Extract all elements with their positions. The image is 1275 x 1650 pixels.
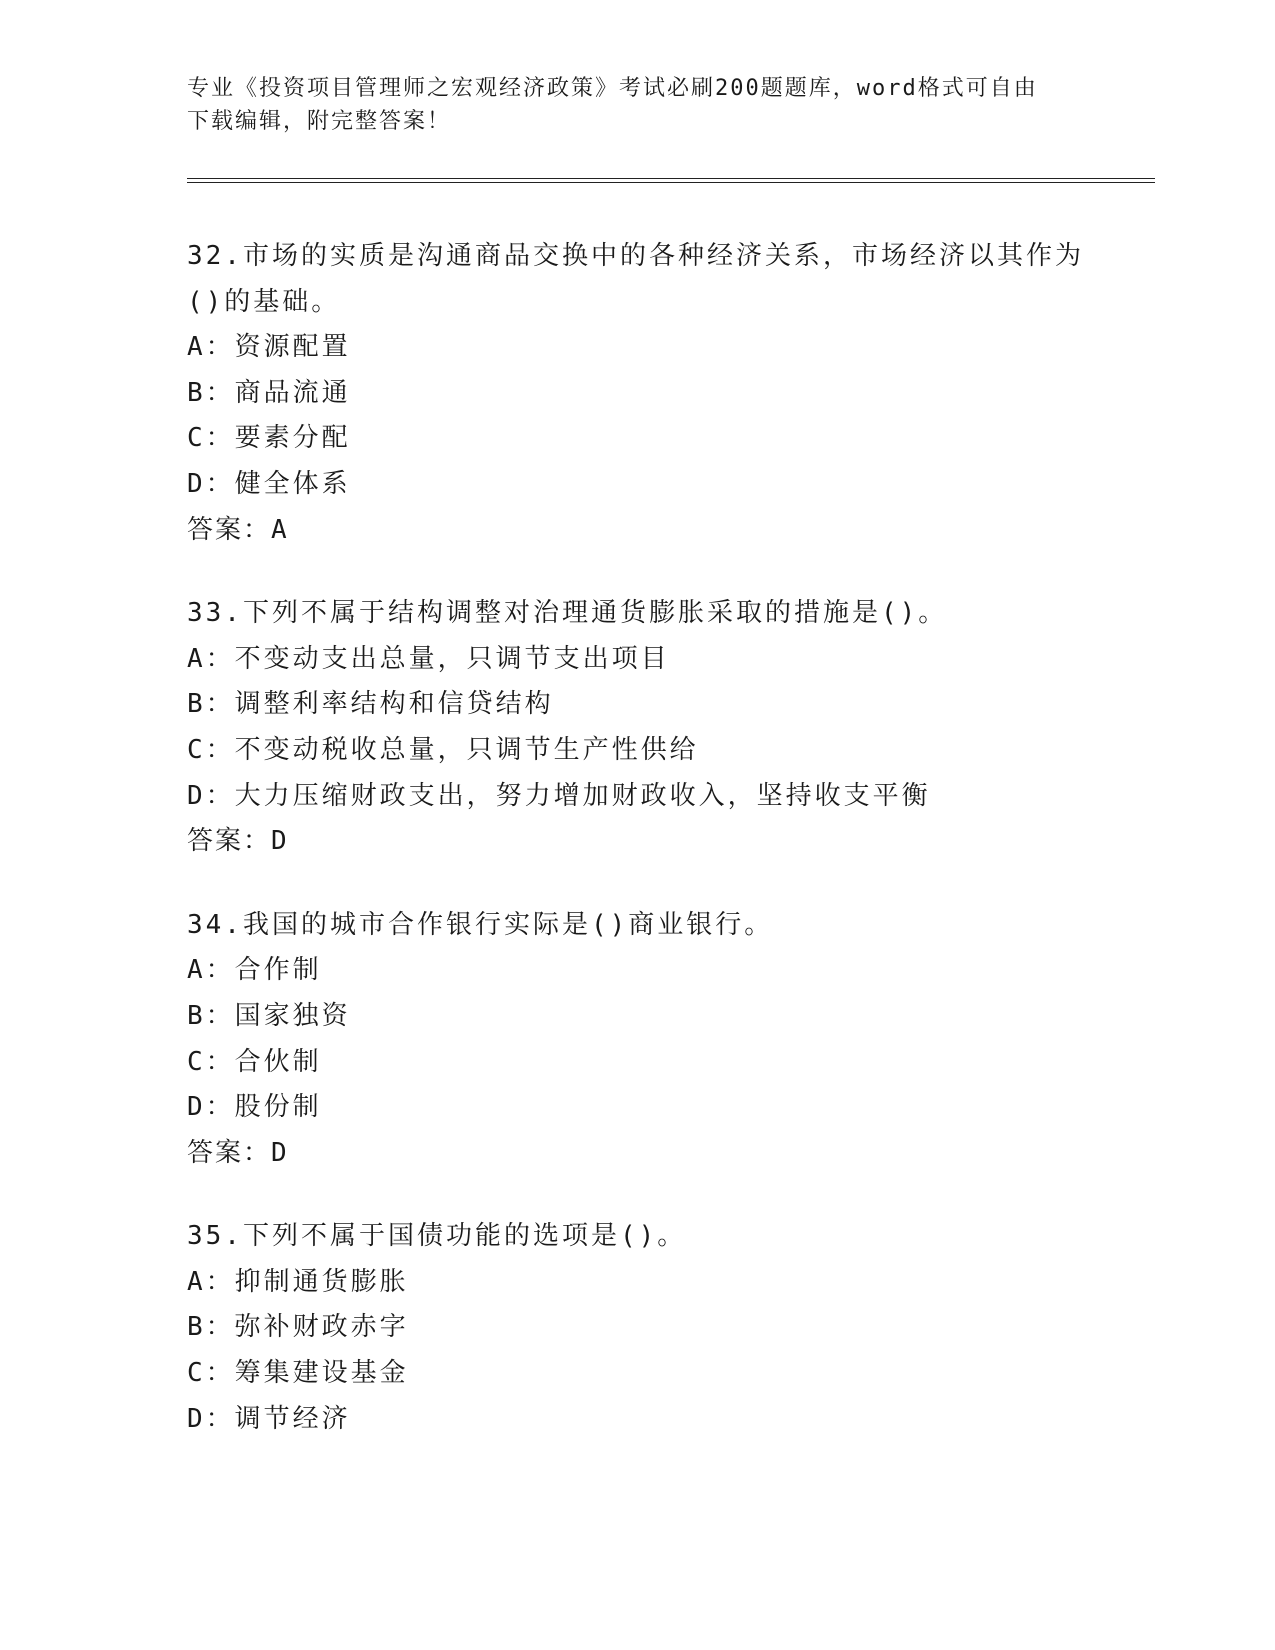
answer-label: 答案： (187, 514, 272, 545)
option-d: D：健全体系 (187, 468, 351, 499)
option-a: A：抑制通货膨胀 (187, 1266, 409, 1297)
option-c: C：筹集建设基金 (187, 1358, 409, 1389)
question-stem: 32.市场的实质是沟通商品交换中的各种经济关系，市场经济以其作为 (187, 241, 1084, 271)
option-c: C：要素分配 (187, 423, 351, 454)
option-b: B：弥补财政赤字 (187, 1312, 409, 1343)
option-c: C：合伙制 (187, 1046, 322, 1077)
question-33 (187, 591, 1087, 865)
option-a: A：资源配置 (187, 332, 351, 363)
question-stem: 33.下列不属于结构调整对治理通货膨胀采取的措施是()。 (187, 598, 948, 629)
option-d: D：调节经济 (187, 1403, 351, 1434)
question-34 (187, 903, 1087, 1177)
answer-value: D (271, 1137, 289, 1168)
option-c: C：不变动税收总量，只调节生产性供给 (187, 734, 699, 765)
answer-line (187, 508, 1087, 554)
question-stem: 35.下列不属于国债功能的选项是()。 (187, 1221, 687, 1252)
answer-label: 答案： (187, 1137, 272, 1168)
question-list (187, 234, 1087, 1480)
header-rule-top (187, 178, 1155, 179)
question-stem-continued: ()的基础。 (187, 286, 341, 317)
option-b: B：调整利率结构和信贷结构 (187, 689, 554, 720)
answer-label: 答案： (187, 826, 272, 857)
option-d: D：股份制 (187, 1092, 322, 1123)
option-a: A：合作制 (187, 955, 322, 986)
document-header (187, 72, 1087, 138)
answer-value: A (271, 514, 289, 545)
question-32 (187, 234, 1087, 553)
answer-value: D (271, 826, 289, 857)
option-a: A：不变动支出总量，只调节支出项目 (187, 643, 670, 674)
option-b: B：商品流通 (187, 377, 351, 408)
header-rule-bottom (187, 182, 1155, 183)
header-line-1: 专业《投资项目管理师之宏观经济政策》考试必刷200题题库，word格式可自由 (187, 76, 1038, 101)
option-b: B：国家独资 (187, 1000, 351, 1031)
question-stem: 34.我国的城市合作银行实际是()商业银行。 (187, 909, 774, 940)
header-line-2: 下载编辑，附完整答案！ (187, 109, 452, 134)
question-35 (187, 1214, 1087, 1442)
answer-line (187, 1131, 1087, 1177)
answer-line (187, 819, 1087, 865)
option-d: D：大力压缩财政支出，努力增加财政收入，坚持收支平衡 (187, 780, 931, 811)
